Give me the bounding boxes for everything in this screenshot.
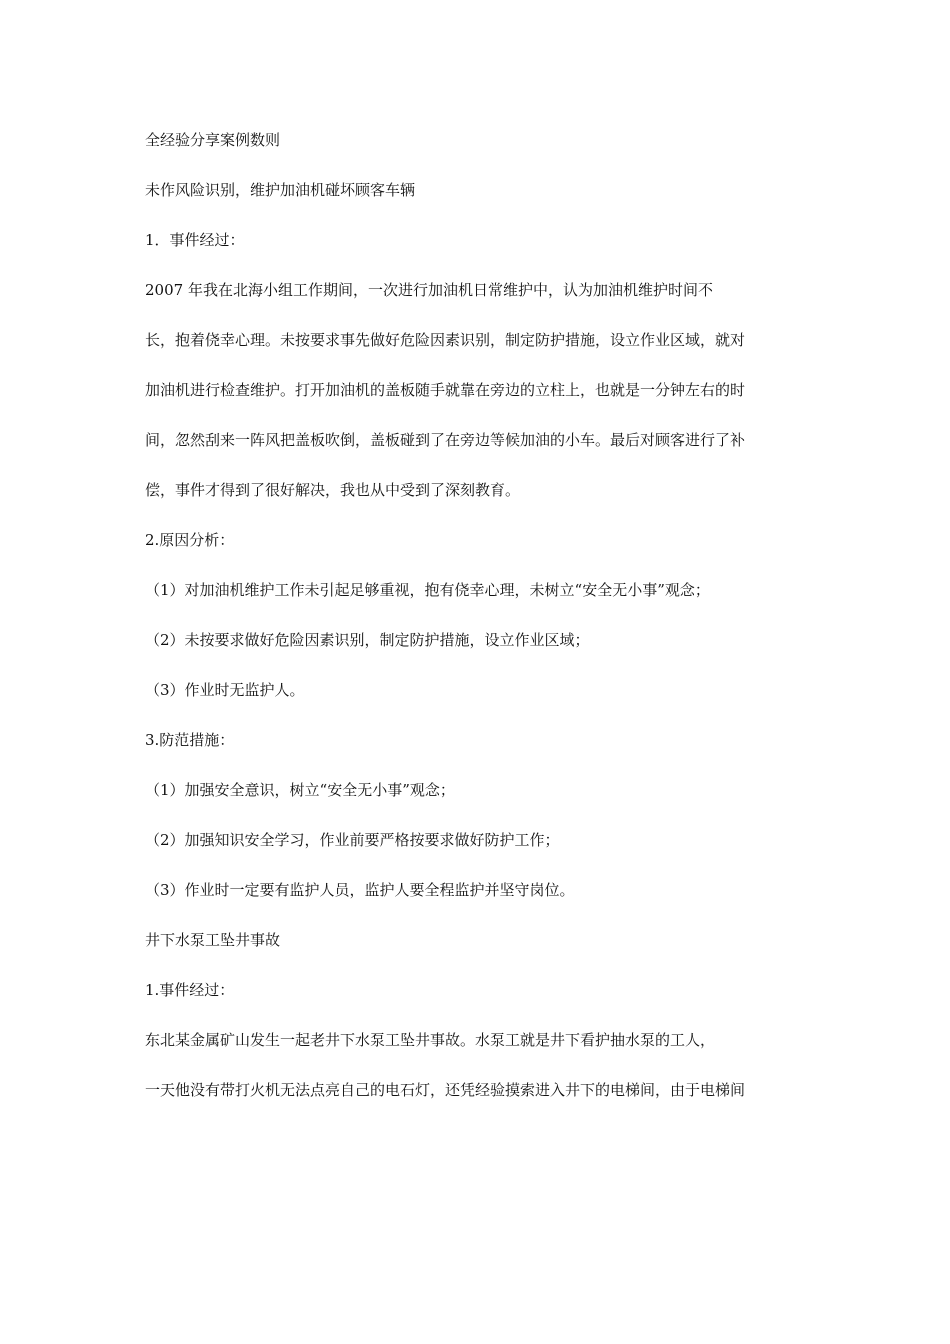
case-2-event-line-2: 一天他没有带打火机无法点亮自己的电石灯，还凭经验摸索进入井下的电梯间，由于电梯间 xyxy=(145,1081,746,1099)
case-1-event-line-5: 偿，事件才得到了很好解决，我也从中受到了深刻教育。 xyxy=(145,481,521,499)
case-1-section-cause: 2.原因分析： xyxy=(145,531,235,549)
case-1-event-line-3: 加油机进行检查维护。打开加油机的盖板随手就靠在旁边的立柱上，也就是一分钟左右的时 xyxy=(145,381,746,399)
case-1-event-line-1: 2007 年我在北海小组工作期间，一次进行加油机日常维护中，认为加油机维护时间不 xyxy=(145,281,713,299)
case-1-cause-3: （3）作业时无监护人。 xyxy=(145,681,305,699)
case-1-prevention-1: （1）加强安全意识，树立“安全无小事”观念； xyxy=(145,781,455,799)
case-2-section-event: 1.事件经过： xyxy=(145,981,235,999)
document-body xyxy=(145,128,810,1128)
case-1-cause-1: （1）对加油机维护工作未引起足够重视，抱有侥幸心理，未树立“安全无小事”观念； xyxy=(145,581,710,599)
case-1-prevention-3: （3）作业时一定要有监护人员，监护人要全程监护并坚守岗位。 xyxy=(145,881,575,899)
case-1-heading: 未作风险识别，维护加油机碰坏顾客车辆 xyxy=(145,181,416,199)
case-2-heading: 井下水泵工坠井事故 xyxy=(145,931,281,949)
case-1-event-line-2: 长，抱着侥幸心理。未按要求事先做好危险因素识别，制定防护措施，设立作业区域，就对 xyxy=(145,331,746,349)
doc-title: 全经验分享案例数则 xyxy=(145,131,281,149)
case-1-event-line-4: 间，忽然刮来一阵风把盖板吹倒，盖板碰到了在旁边等候加油的小车。最后对顾客进行了补 xyxy=(145,431,746,449)
case-1-section-prevention: 3.防范措施： xyxy=(145,731,235,749)
case-2-event-line-1: 东北某金属矿山发生一起老井下水泵工坠井事故。水泵工就是井下看护抽水泵的工人， xyxy=(145,1031,716,1049)
case-1-cause-2: （2）未按要求做好危险因素识别，制定防护措施，设立作业区域； xyxy=(145,631,590,649)
case-1-prevention-2: （2）加强知识安全学习，作业前要严格按要求做好防护工作； xyxy=(145,831,560,849)
case-1-section-event: 1．事件经过： xyxy=(145,231,245,249)
